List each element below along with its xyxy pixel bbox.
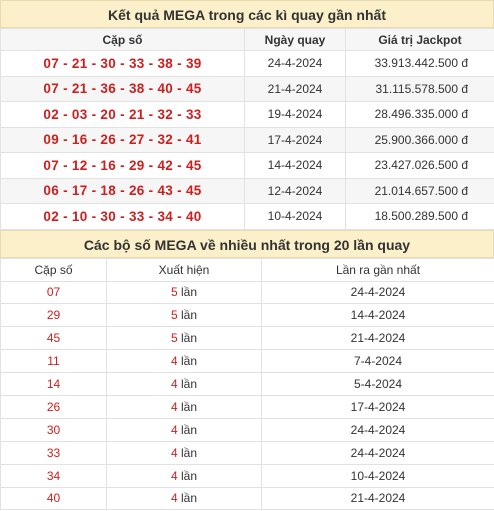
- table-row: [1, 418, 494, 441]
- count-unit: lần: [181, 331, 198, 346]
- appearance-count: [107, 304, 262, 327]
- col-header-numbers: Cặp số: [1, 29, 245, 51]
- drawn-numbers: 09 - 16 - 26 - 27 - 32 - 41: [1, 127, 245, 153]
- draw-date: 17-4-2024: [245, 127, 346, 153]
- lottery-number: 26: [1, 395, 107, 418]
- count-value: 4: [170, 399, 178, 414]
- draw-date: 21-4-2024: [245, 76, 346, 102]
- count-unit: lần: [181, 308, 198, 323]
- count-value: 4: [170, 422, 178, 437]
- count-value: 4: [170, 354, 178, 369]
- count-unit: lần: [181, 422, 198, 437]
- lottery-number: 34: [1, 464, 107, 487]
- jackpot-value: 18.500.289.500 đ: [346, 204, 494, 230]
- drawn-numbers: 06 - 17 - 18 - 26 - 43 - 45: [1, 178, 245, 204]
- drawn-numbers: 02 - 03 - 20 - 21 - 32 - 33: [1, 102, 245, 128]
- results-table: [0, 28, 494, 230]
- table-row: [1, 281, 494, 304]
- last-drawn-date: 5-4-2024: [262, 373, 494, 396]
- col-header-date: Ngày quay: [245, 29, 346, 51]
- col-header-jackpot: Giá trị Jackpot: [346, 29, 494, 51]
- results-section: [0, 0, 494, 230]
- last-drawn-date: 10-4-2024: [262, 464, 494, 487]
- jackpot-value: 33.913.442.500 đ: [346, 51, 494, 77]
- col-header-appearances: Xuất hiện: [107, 258, 262, 281]
- count-unit: lần: [181, 445, 198, 460]
- frequency-body: [1, 281, 494, 510]
- count-value: 5: [170, 331, 178, 346]
- table-row: [1, 441, 494, 464]
- lottery-number: 45: [1, 327, 107, 350]
- table-row: [1, 178, 494, 204]
- col-header-last-drawn: Lần ra gần nhất: [262, 258, 494, 281]
- count-value: 4: [170, 468, 178, 483]
- table-row: [1, 373, 494, 396]
- draw-date: 19-4-2024: [245, 102, 346, 128]
- last-drawn-date: 24-4-2024: [262, 441, 494, 464]
- results-body: [1, 51, 494, 230]
- col-header-number: Cặp số: [1, 258, 107, 281]
- count-unit: lần: [181, 399, 198, 414]
- appearance-count: [107, 327, 262, 350]
- count-unit: lần: [181, 491, 198, 506]
- table-row: [1, 204, 494, 230]
- drawn-numbers: 02 - 10 - 30 - 33 - 34 - 40: [1, 204, 245, 230]
- count-unit: lần: [181, 468, 198, 483]
- last-drawn-date: 21-4-2024: [262, 327, 494, 350]
- count-value: 5: [170, 308, 178, 323]
- appearance-count: [107, 441, 262, 464]
- last-drawn-date: 21-4-2024: [262, 487, 494, 510]
- jackpot-value: 28.496.335.000 đ: [346, 102, 494, 128]
- lottery-number: 30: [1, 418, 107, 441]
- table-row: [1, 51, 494, 77]
- table-row: [1, 327, 494, 350]
- last-drawn-date: 7-4-2024: [262, 350, 494, 373]
- frequency-section: [0, 230, 494, 511]
- count-value: 4: [170, 445, 178, 460]
- count-value: 4: [170, 491, 178, 506]
- draw-date: 10-4-2024: [245, 204, 346, 230]
- draw-date: 24-4-2024: [245, 51, 346, 77]
- appearance-count: [107, 464, 262, 487]
- results-title: Kết quả MEGA trong các kì quay gần nhất: [0, 0, 494, 28]
- table-row: [1, 464, 494, 487]
- drawn-numbers: 07 - 12 - 16 - 29 - 42 - 45: [1, 153, 245, 179]
- table-row: [1, 153, 494, 179]
- draw-date: 12-4-2024: [245, 178, 346, 204]
- frequency-title: Các bộ số MEGA về nhiều nhất trong 20 lần quay: [0, 230, 494, 258]
- jackpot-value: 31.115.578.500 đ: [346, 76, 494, 102]
- table-row: [1, 487, 494, 510]
- last-drawn-date: 24-4-2024: [262, 418, 494, 441]
- table-row: [1, 304, 494, 327]
- table-row: [1, 102, 494, 128]
- jackpot-value: 21.014.657.500 đ: [346, 178, 494, 204]
- frequency-table: [0, 258, 494, 511]
- table-row: [1, 76, 494, 102]
- count-unit: lần: [181, 354, 198, 369]
- drawn-numbers: 07 - 21 - 30 - 33 - 38 - 39: [1, 51, 245, 77]
- last-drawn-date: 24-4-2024: [262, 281, 494, 304]
- appearance-count: [107, 418, 262, 441]
- appearance-count: [107, 395, 262, 418]
- draw-date: 14-4-2024: [245, 153, 346, 179]
- count-unit: lần: [181, 285, 198, 300]
- lottery-number: 33: [1, 441, 107, 464]
- last-drawn-date: 17-4-2024: [262, 395, 494, 418]
- drawn-numbers: 07 - 21 - 36 - 38 - 40 - 45: [1, 76, 245, 102]
- appearance-count: [107, 373, 262, 396]
- count-value: 4: [170, 377, 178, 391]
- appearance-count: [107, 487, 262, 510]
- table-row: [1, 395, 494, 418]
- count-unit: lần: [181, 377, 198, 391]
- table-row: [1, 127, 494, 153]
- count-value: 5: [170, 285, 178, 300]
- jackpot-value: 25.900.366.000 đ: [346, 127, 494, 153]
- table-row: [1, 350, 494, 373]
- appearance-count: [107, 281, 262, 304]
- lottery-number: 07: [1, 281, 107, 304]
- jackpot-value: 23.427.026.500 đ: [346, 153, 494, 179]
- lottery-number: 11: [1, 350, 107, 373]
- lottery-number: 29: [1, 304, 107, 327]
- lottery-number: 14: [1, 373, 107, 396]
- last-drawn-date: 14-4-2024: [262, 304, 494, 327]
- results-header-row: [1, 29, 494, 51]
- frequency-header-row: [1, 258, 494, 281]
- appearance-count: [107, 350, 262, 373]
- lottery-number: 40: [1, 487, 107, 510]
